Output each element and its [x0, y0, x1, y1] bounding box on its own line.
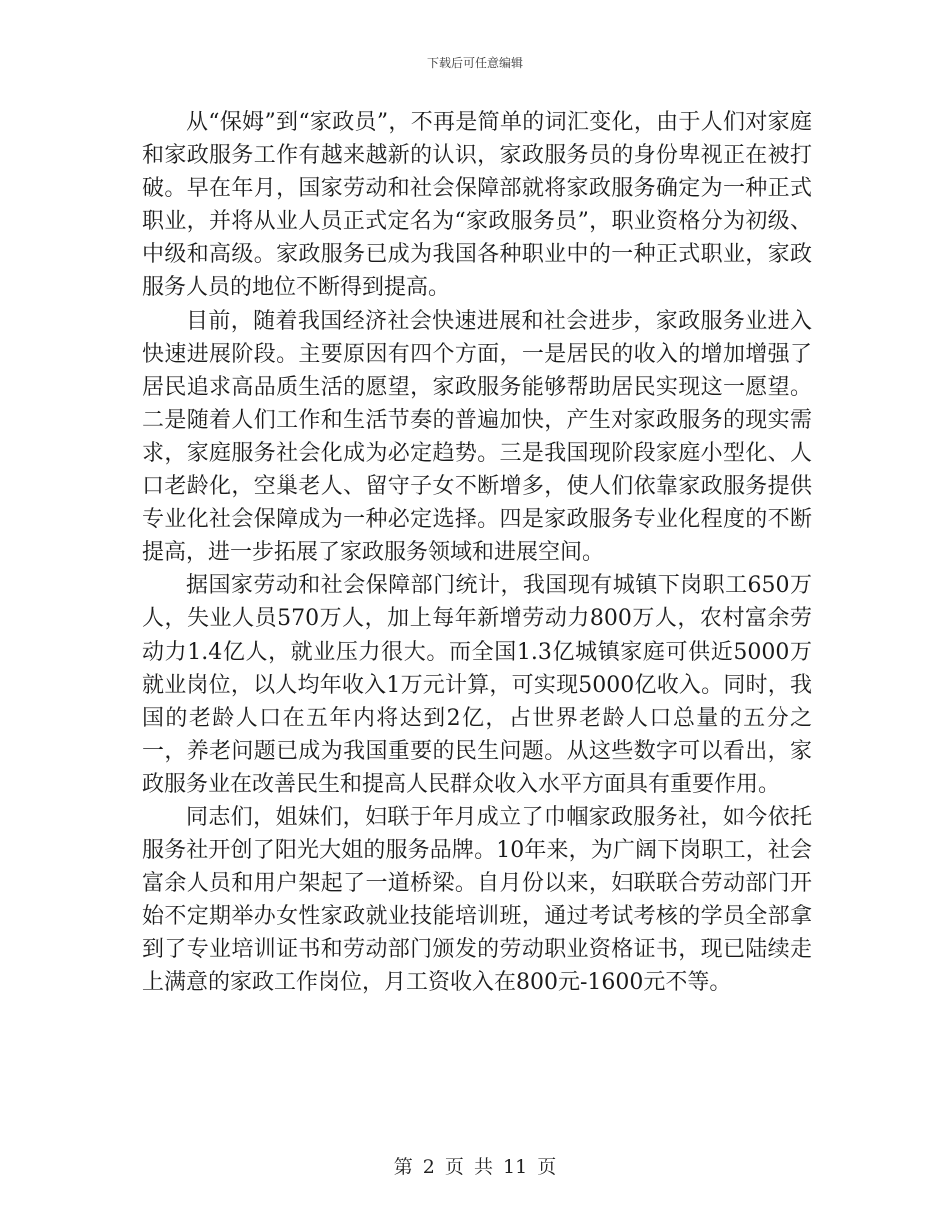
paragraph-1: 从“保姆”到“家政员”，不再是简单的词汇变化，由于人们对家庭和家政服务工作有越来越新的认识，家政服务员的身份卑视正在被打破。早在年月，国家劳动和社会保障部就将家政服务确定为一种正式职业，并将从业人员正式定名为“家政服务员”，职业资格分为初级、中级和高级。家政服务已成为我国各种职业中的一种正式职业，家政服务人员的地位不断得到提高。 — [142, 110, 812, 301]
paragraph-2: 目前，随着我国经济社会快速进展和社会进步，家政服务业进入快速进展阶段。主要原因有四个方面，一是居民的收入的增加增强了居民追求高品质生活的愿望，家政服务能够帮助居民实现这一愿望。二是随着人们工作和生活节奏的普遍加快，产生对家政服务的现实需求，家庭服务社会化成为必定趋势。三是我国现阶段家庭小型化、人口老龄化，空巢老人、留守子女不断增多，使人们依靠家政服务提供专业化社会保障成为一种必定选择。四是家政服务专业化程度的不断提高，进一步拓展了家政服务领域和进展空间。 — [142, 308, 812, 566]
document-body — [142, 106, 812, 1000]
page-header: 下载后可任意编辑 — [426, 56, 523, 70]
paragraph-3: 据国家劳动和社会保障部门统计，我国现有城镇下岗职工650万人，失业人员570万人，加上每年新增劳动力800万人，农村富余劳动力1.4亿人，就业压力很大。而全国1.3亿城镇家庭可供近5000万就业岗位，以人均年收入1万元计算，可实现5000亿收入。同时，我国的老龄人口在五年内将达到2亿，占世界老龄人口总量的五分之一，养老问题已成为我国重要的民生问题。从这些数字可以看出，家政服务业在改善民生和提高人民群众收入水平方面具有重要作用。 — [142, 573, 813, 797]
paragraph-4: 同志们，姐妹们，妇联于年月成立了巾帼家政服务社，如今依托服务社开创了阳光大姐的服务品牌。10年来，为广阔下岗职工，社会富余人员和用户架起了一道桥梁。自月份以来，妇联联合劳动部门开始不定期举办女性家政就业技能培训班，通过考试考核的学员全部拿到了专业培训证书和劳动部门颁发的劳动职业资格证书，现已陆续走上满意的家政工作岗位，月工资收入在800元-1600元不等。 — [142, 804, 812, 996]
page-footer: 第 2 页 共 11 页 — [393, 1156, 557, 1178]
